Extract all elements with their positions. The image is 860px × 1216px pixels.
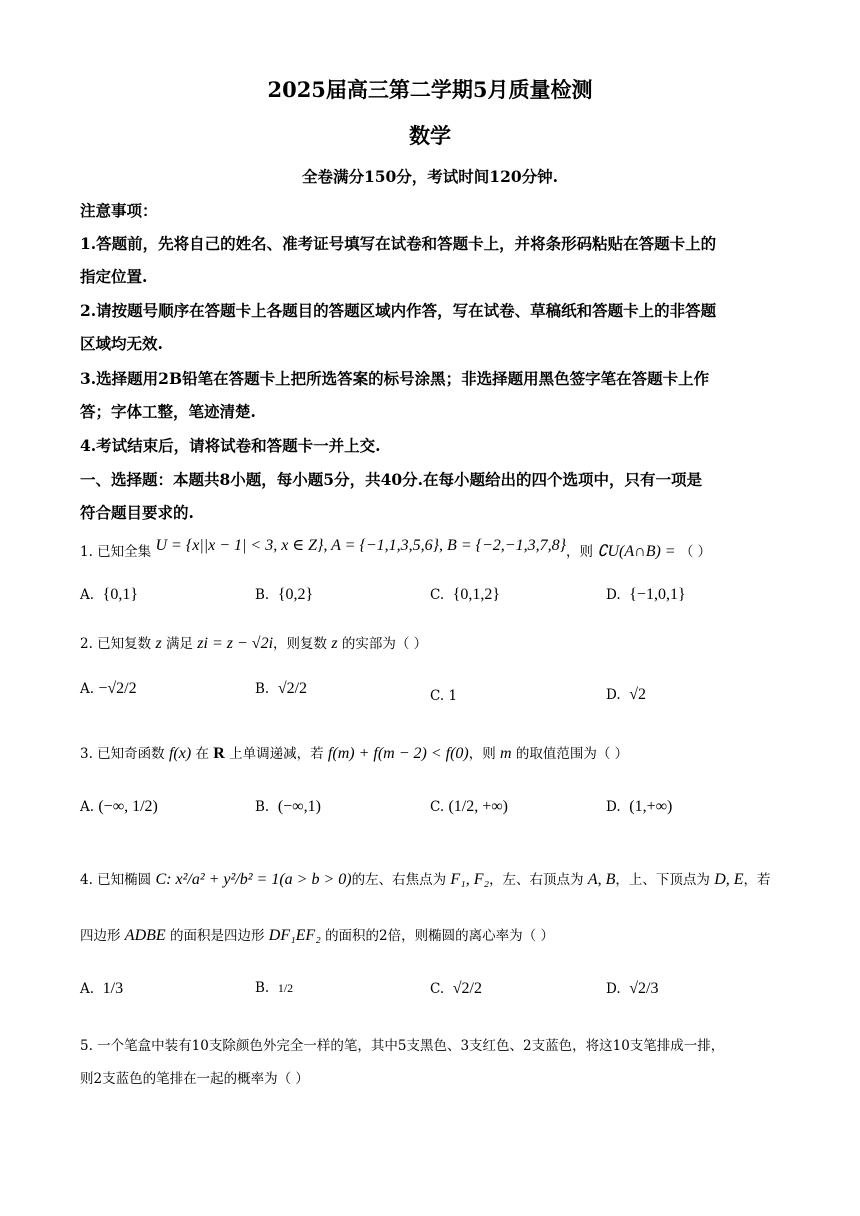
option-text: √2/2 bbox=[452, 980, 482, 997]
q4-option-b[interactable] bbox=[255, 980, 293, 996]
option-label: C. bbox=[430, 587, 445, 603]
option-label: C. bbox=[430, 688, 445, 704]
option-label: A. bbox=[80, 799, 95, 815]
notice-2-line1: 2.请按题号顺序在答题卡上各题目的答题区域内作答，写在试卷、草稿纸和答题卡上的非答题 bbox=[80, 301, 717, 320]
q2-option-a[interactable] bbox=[80, 680, 137, 698]
option-text: √2/3 bbox=[629, 980, 659, 997]
option-label: B. bbox=[255, 681, 270, 697]
q3-option-c[interactable] bbox=[430, 798, 508, 816]
q2-end: 的实部为（ ） bbox=[341, 636, 428, 652]
q3-on: 在 bbox=[195, 746, 209, 762]
option-label: D. bbox=[606, 687, 621, 703]
q1-option-a[interactable] bbox=[80, 586, 138, 604]
option-text: (1/2, +∞) bbox=[448, 798, 508, 815]
q3-prefix: 3. 已知奇函数 bbox=[80, 746, 165, 762]
option-label: A. bbox=[80, 681, 95, 697]
option-label: B. bbox=[255, 587, 270, 603]
q4-quad1: ADBE bbox=[124, 927, 166, 944]
q2-var: z bbox=[155, 635, 162, 652]
q1-option-d[interactable] bbox=[606, 586, 686, 604]
option-label: C. bbox=[430, 981, 445, 997]
question-1 bbox=[80, 537, 712, 561]
q4-line2-mid: 的面积是四边形 bbox=[169, 928, 265, 944]
option-label: D. bbox=[606, 587, 621, 603]
q2-option-c[interactable] bbox=[430, 688, 457, 704]
q3-fx: f(x) bbox=[168, 745, 192, 762]
q1-formula: U = {x||x − 1| < 3, x ∈ Z}, A = {−1,1,3,5,6}, B = {−2,−1,3,7,8} bbox=[155, 537, 566, 554]
q3-option-a[interactable] bbox=[80, 798, 158, 816]
q4-line2-end: 的面积的2倍，则椭圆的离心率为（ ） bbox=[325, 928, 554, 944]
option-text: (−∞,1) bbox=[277, 798, 321, 815]
q4-quad2: DF₁EF₂ bbox=[268, 927, 321, 944]
option-label: A. bbox=[80, 587, 95, 603]
notice-3-line2: 答；字体工整，笔迹清楚. bbox=[80, 402, 256, 421]
question-2 bbox=[80, 632, 427, 653]
q1-complement: ∁U(A∩B) = bbox=[597, 543, 676, 560]
q3-suffix: ，则 bbox=[468, 746, 496, 762]
q4-text4: ，若 bbox=[743, 872, 771, 888]
q2-formula: zi = z − √2i bbox=[197, 635, 274, 652]
q1-paren: （ ） bbox=[679, 544, 712, 560]
option-text: {0,2} bbox=[277, 586, 314, 603]
notice-1-line2: 指定位置. bbox=[80, 267, 148, 286]
exam-title: 2025届高三第二学期5月质量检测 bbox=[267, 77, 593, 102]
notice-4: 4.考试结束后，请将试卷和答题卡一并上交. bbox=[80, 436, 381, 455]
question-5-line1: 5. 一个笔盒中装有10支除颜色外完全一样的笔，其中5支黑色、3支红色、2支蓝色，将这10支笔排成一排， bbox=[80, 1038, 725, 1054]
q4-prefix: 4. 已知椭圆 bbox=[80, 872, 152, 888]
subject-title: 数学 bbox=[409, 123, 451, 148]
notice-1-line1: 1.答题前，先将自己的姓名、准考证号填写在试卷和答题卡上，并将条形码粘贴在答题卡上的 bbox=[80, 234, 717, 253]
q4-option-c[interactable] bbox=[430, 980, 482, 998]
option-text: 1/2 bbox=[277, 981, 294, 995]
q3-end: 的取值范围为（ ） bbox=[515, 746, 629, 762]
option-text: (1,+∞) bbox=[629, 798, 673, 815]
q4-tops: D, E bbox=[714, 871, 744, 888]
q4-vertices: A, B bbox=[587, 871, 616, 888]
notice-heading: 注意事项： bbox=[80, 201, 158, 220]
option-text: √2 bbox=[629, 686, 647, 703]
q3-option-d[interactable] bbox=[606, 798, 672, 816]
q3-mid: 上单调递减，若 bbox=[229, 746, 324, 762]
q4-option-d[interactable] bbox=[606, 980, 658, 998]
option-label: D. bbox=[606, 981, 621, 997]
option-text: −√2/2 bbox=[98, 680, 137, 697]
q4-formula: C: x²/a² + y²/b² = 1(a > b > 0) bbox=[155, 871, 352, 888]
exam-info: 全卷满分150分，考试时间120分钟. bbox=[301, 167, 559, 186]
option-label: A. bbox=[80, 981, 95, 997]
q4-foci: F₁, F₂ bbox=[450, 871, 490, 888]
option-text: √2/2 bbox=[277, 680, 308, 697]
q3-m: m bbox=[500, 745, 512, 762]
option-text: 1/3 bbox=[102, 980, 124, 997]
option-text: 1 bbox=[448, 688, 458, 704]
option-text: {0,1} bbox=[102, 586, 138, 603]
q1-option-b[interactable] bbox=[255, 586, 313, 604]
q2-prefix: 2. 已知复数 bbox=[80, 636, 152, 652]
q4-line2-prefix: 四边形 bbox=[80, 928, 121, 944]
q2-option-d[interactable] bbox=[606, 686, 646, 704]
question-5-line2: 则2支蓝色的笔排在一起的概率为（ ） bbox=[80, 1071, 309, 1087]
question-3 bbox=[80, 742, 628, 763]
q1-suffix: ，则 bbox=[566, 544, 593, 560]
question-4-line2 bbox=[80, 924, 554, 945]
notice-2-line2: 区域均无效. bbox=[80, 334, 163, 353]
q2-var-2: z bbox=[331, 635, 338, 652]
option-label: B. bbox=[255, 799, 270, 815]
q3-R: R bbox=[213, 745, 225, 762]
q1-option-c[interactable] bbox=[430, 586, 500, 604]
q1-prefix: 1. 已知全集 bbox=[80, 544, 152, 560]
q2-option-b[interactable] bbox=[255, 680, 307, 698]
section-heading-line2: 符合题目要求的. bbox=[80, 503, 194, 522]
q3-option-b[interactable] bbox=[255, 798, 321, 816]
option-label: B. bbox=[255, 980, 270, 996]
q4-option-a[interactable] bbox=[80, 980, 123, 998]
option-label: D. bbox=[606, 799, 621, 815]
q2-mid: 满足 bbox=[166, 636, 193, 652]
option-text: {−1,0,1} bbox=[629, 586, 686, 603]
option-text: {0,1,2} bbox=[452, 586, 501, 603]
question-4 bbox=[80, 868, 771, 889]
q4-text1: 的左、右焦点为 bbox=[351, 872, 447, 888]
option-label: C. bbox=[430, 799, 445, 815]
q4-text3: ，上、下顶点为 bbox=[615, 872, 710, 888]
q3-formula: f(m) + f(m − 2) < f(0) bbox=[327, 745, 469, 762]
option-text: (−∞, 1/2) bbox=[98, 798, 158, 815]
notice-3-line1: 3.选择题用2B铅笔在答题卡上把所选答案的标号涂黑；非选择题用黑色签字笔在答题卡上作 bbox=[80, 369, 710, 388]
q2-suffix: ，则复数 bbox=[273, 636, 328, 652]
section-heading-line1: 一、选择题：本题共8小题，每小题5分，共40分.在每小题给出的四个选项中，只有一项是 bbox=[80, 470, 703, 489]
q4-text2: ，左、右顶点为 bbox=[489, 872, 584, 888]
